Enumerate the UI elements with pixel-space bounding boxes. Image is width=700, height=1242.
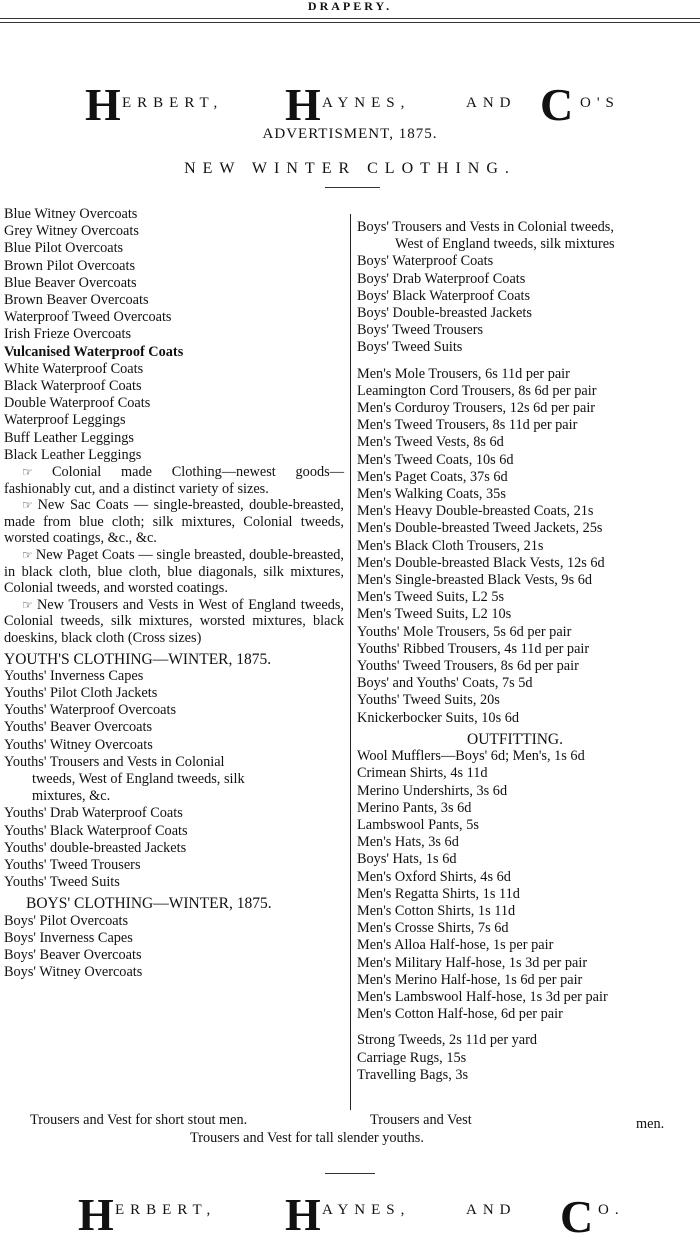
paragraph-paget-coats (4, 547, 344, 597)
footer-word-herbert: ERBERT, (115, 1202, 217, 1218)
paragraph-text: Colonial made Clothing—newest goods—fashionably cut, and a distinct variety of sizes. (4, 464, 344, 497)
price-item: Men's Military Half-hose, 1s 3d per pair (357, 954, 588, 971)
footer-rule (325, 1173, 375, 1174)
advert-line: ADVERTISMENT, 1875. (262, 126, 438, 142)
pointing-hand-icon: ☞ (22, 465, 52, 480)
price-item: Men's Oxford Shirts, 4s 6d (357, 868, 511, 885)
list-item: Youths' Trousers and Vests in Colonial (4, 753, 225, 770)
price-item: Boys' Hats, 1s 6d (357, 851, 457, 868)
list-item: Youths' Inverness Capes (4, 667, 144, 684)
firm-initial-c: C (540, 79, 574, 130)
list-item: Youths' Black Waterproof Coats (4, 822, 188, 839)
price-item: Men's Cotton Shirts, 1s 11d (357, 902, 516, 919)
price-item: Men's Corduroy Trousers, 12s 6d per pair (357, 400, 596, 417)
price-item: Men's Tweed Suits, L2 5s (357, 589, 505, 606)
left-column (4, 206, 344, 981)
price-item: Men's Tweed Trousers, 8s 11d per pair (357, 417, 578, 434)
pointing-hand-icon: ☞ (22, 548, 36, 563)
list-item: Boys' Pilot Overcoats (4, 912, 129, 929)
price-item: Men's Lambswool Half-hose, 1s 3d per pair (357, 988, 608, 1005)
youths-heading: YOUTH'S CLOTHING—WINTER, 1875. (4, 650, 272, 668)
list-item: Youths' Drab Waterproof Coats (4, 805, 183, 822)
list-item: Boys' Beaver Overcoats (4, 947, 142, 964)
list-item: Youths' Witney Overcoats (4, 736, 153, 753)
top-rule-inner (0, 22, 700, 23)
price-item: Merino Undershirts, 3s 6d (357, 782, 508, 799)
price-item: Men's Merino Half-hose, 1s 6d per pair (357, 971, 583, 988)
paragraph-trousers-vests (4, 597, 344, 647)
list-item: Irish Frieze Overcoats (4, 326, 132, 343)
list-item: Waterproof Leggings (4, 412, 126, 429)
list-item: Youths' Pilot Cloth Jackets (4, 684, 158, 701)
list-item: Youths' Beaver Overcoats (4, 719, 153, 736)
price-item: Men's Paget Coats, 37s 6d (357, 468, 508, 485)
price-item: Men's Regatta Shirts, 1s 11d (357, 885, 520, 902)
price-item: Men's Double-breasted Black Vests, 12s 6d (357, 554, 605, 571)
footer-line-men: men. (636, 1116, 665, 1132)
spacer (357, 357, 697, 366)
list-item: Boys' Witney Overcoats (4, 964, 143, 981)
price-item: Youths' Ribbed Trousers, 4s 11d per pair (357, 640, 590, 657)
price-item: Men's Single-breasted Black Vests, 9s 6d (357, 572, 593, 589)
list-item: Blue Witney Overcoats (4, 206, 138, 222)
firm-word-and: AND (466, 95, 517, 111)
paragraph-text: New Trousers and Vests in West of England tweeds, Colonial tweeds, silk mixtures, worsted mixtures, black doeskins, black cloth (Cross sizes) (4, 596, 344, 646)
footer-firm-name (0, 1189, 700, 1242)
footer-initial-c: C (560, 1191, 594, 1242)
list-item: Blue Beaver Overcoats (4, 274, 137, 291)
price-item: Knickerbocker Suits, 10s 6d (357, 709, 520, 726)
list-item: Boys' Trousers and Vests in Colonial tweeds, (357, 219, 614, 235)
list-item: Grey Witney Overcoats (4, 223, 139, 240)
price-item: Wool Mufflers—Boys' 6d; Men's, 1s 6d (357, 748, 585, 765)
price-item: Leamington Cord Trousers, 8s 6d per pair (357, 382, 597, 399)
footer-word-co: O. (598, 1202, 625, 1218)
list-item: Youths' double-breasted Jackets (4, 839, 187, 856)
list-item: Black Leather Leggings (4, 446, 142, 463)
list-item: Youths' Waterproof Overcoats (4, 702, 177, 719)
footer-word-and: AND (466, 1202, 517, 1218)
price-item: Men's Hats, 3s 6d (357, 834, 459, 851)
paragraph-text: New Sac Coats — single-breasted, double-breasted, made from blue cloth; silk mixtures, Colonial tweeds, worsted coatings, &c., &c. (4, 497, 344, 547)
price-item: Men's Double-breasted Tweed Jackets, 25s (357, 520, 603, 537)
right-column (357, 219, 697, 1084)
footer-line-trousers-vest: Trousers and Vest (370, 1112, 472, 1128)
list-item: Buff Leather Leggings (4, 429, 134, 446)
price-item: Lambswool Pants, 5s (357, 816, 479, 833)
firm-initial-h2: H (285, 79, 321, 130)
firm-title (0, 79, 700, 132)
paragraph-text: New Paget Coats — single breasted, double-breasted, in black cloth, blue cloth, blue diagonals, silk mixtures, Colonial tweeds, and worsted coatings. (4, 547, 344, 597)
price-item: Men's Crosse Shirts, 7s 6d (357, 920, 509, 937)
firm-word-cos: O'S (580, 95, 620, 111)
footer-line-tall-slender: Trousers and Vest for tall slender youths. (190, 1130, 424, 1146)
paragraph-sac-coats (4, 497, 344, 547)
footer-initial-h1: H (78, 1189, 114, 1240)
list-item: Boys' Waterproof Coats (357, 253, 494, 270)
firm-word-herbert: ERBERT, (122, 95, 224, 111)
list-item-continued: tweeds, West of England tweeds, silk (32, 771, 245, 787)
footer-line-short-stout: Trousers and Vest for short stout men. (30, 1112, 248, 1128)
price-item: Carriage Rugs, 15s (357, 1049, 467, 1066)
list-item: Vulcanised Waterproof Coats (4, 343, 184, 360)
list-item: Youths' Tweed Trousers (4, 857, 141, 874)
price-item: Men's Black Cloth Trousers, 21s (357, 537, 544, 554)
list-item-continued: West of England tweeds, silk mixtures (395, 236, 615, 253)
list-item: Youths' Tweed Suits (4, 874, 120, 891)
list-item: Boys' Tweed Suits (357, 339, 463, 356)
price-item: Men's Cotton Half-hose, 6d per pair (357, 1006, 563, 1023)
list-item: White Waterproof Coats (4, 360, 144, 377)
price-item: Crimean Shirts, 4s 11d (357, 765, 488, 782)
pointing-hand-icon: ☞ (22, 498, 38, 513)
price-item: Youths' Tweed Trousers, 8s 6d per pair (357, 658, 579, 675)
list-item: Black Waterproof Coats (4, 378, 142, 395)
outfitting-heading: OUTFITTING. (467, 730, 563, 748)
price-item: Strong Tweeds, 2s 11d per yard (357, 1032, 538, 1049)
list-item: Double Waterproof Coats (4, 395, 151, 412)
list-item: Boys' Tweed Trousers (357, 322, 484, 339)
price-item: Men's Heavy Double-breasted Coats, 21s (357, 503, 594, 520)
price-item: Men's Tweed Suits, L2 10s (357, 606, 512, 623)
heading-rule (325, 187, 380, 188)
price-item: Men's Mole Trousers, 6s 11d per pair (357, 365, 570, 382)
list-item: Brown Pilot Overcoats (4, 257, 136, 274)
price-item: Travelling Bags, 3s (357, 1066, 469, 1083)
section-heading: NEW WINTER CLOTHING. (184, 160, 516, 177)
firm-initial-h1: H (85, 79, 121, 130)
running-head: DRAPERY. (307, 0, 393, 13)
paragraph-colonial (4, 464, 344, 497)
pointing-hand-icon: ☞ (22, 597, 37, 612)
firm-word-haynes: AYNES, (322, 95, 411, 111)
footer-initial-h2: H (285, 1189, 321, 1240)
price-item: Men's Tweed Vests, 8s 6d (357, 434, 504, 451)
list-item: Boys' Inverness Capes (4, 929, 133, 946)
price-item: Men's Walking Coats, 35s (357, 486, 506, 503)
price-item: Merino Pants, 3s 6d (357, 799, 472, 816)
footer-word-haynes: AYNES, (322, 1202, 411, 1218)
price-item: Youths' Tweed Suits, 20s (357, 692, 500, 709)
price-item: Men's Tweed Coats, 10s 6d (357, 451, 514, 468)
list-item: Waterproof Tweed Overcoats (4, 309, 172, 326)
price-item: Men's Alloa Half-hose, 1s per pair (357, 937, 554, 954)
list-item: Boys' Double-breasted Jackets (357, 305, 532, 322)
list-item: Boys' Black Waterproof Coats (357, 287, 531, 304)
list-item-continued: mixtures, &c. (32, 788, 111, 805)
boys-heading: BOYS' CLOTHING—WINTER, 1875. (26, 895, 272, 913)
column-divider (350, 214, 351, 1110)
list-item: Blue Pilot Overcoats (4, 240, 124, 257)
price-item: Boys' and Youths' Coats, 7s 5d (357, 675, 533, 692)
spacer (357, 1023, 697, 1032)
top-rule (0, 18, 700, 19)
price-item: Youths' Mole Trousers, 5s 6d per pair (357, 623, 572, 640)
list-item: Boys' Drab Waterproof Coats (357, 270, 526, 287)
list-item: Brown Beaver Overcoats (4, 292, 149, 309)
